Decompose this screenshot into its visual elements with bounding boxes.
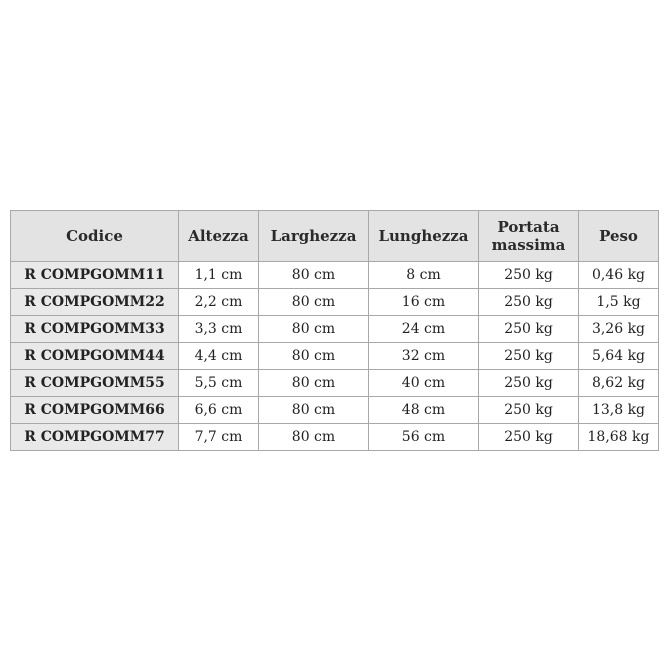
cell-altezza: 5,5 cm (179, 370, 259, 397)
table-row (11, 262, 659, 289)
cell-portata: 250 kg (479, 397, 579, 424)
table-row (11, 343, 659, 370)
table-header-row (11, 211, 659, 262)
cell-larghezza: 80 cm (259, 262, 369, 289)
header-codice: Codice (11, 211, 179, 262)
cell-larghezza: 80 cm (259, 343, 369, 370)
cell-peso: 5,64 kg (579, 343, 659, 370)
header-peso: Peso (579, 211, 659, 262)
cell-lunghezza: 8 cm (369, 262, 479, 289)
cell-altezza: 1,1 cm (179, 262, 259, 289)
cell-codice: R COMPGOMM22 (11, 289, 179, 316)
cell-peso: 13,8 kg (579, 397, 659, 424)
cell-codice: R COMPGOMM33 (11, 316, 179, 343)
cell-larghezza: 80 cm (259, 370, 369, 397)
cell-larghezza: 80 cm (259, 397, 369, 424)
cell-peso: 0,46 kg (579, 262, 659, 289)
header-larghezza: Larghezza (259, 211, 369, 262)
table-row (11, 397, 659, 424)
cell-codice: R COMPGOMM11 (11, 262, 179, 289)
cell-codice: R COMPGOMM55 (11, 370, 179, 397)
table-row (11, 370, 659, 397)
table-row (11, 289, 659, 316)
cell-lunghezza: 40 cm (369, 370, 479, 397)
cell-portata: 250 kg (479, 289, 579, 316)
cell-altezza: 3,3 cm (179, 316, 259, 343)
cell-codice: R COMPGOMM66 (11, 397, 179, 424)
cell-larghezza: 80 cm (259, 316, 369, 343)
cell-lunghezza: 16 cm (369, 289, 479, 316)
header-altezza: Altezza (179, 211, 259, 262)
cell-peso: 8,62 kg (579, 370, 659, 397)
table-row (11, 424, 659, 451)
cell-portata: 250 kg (479, 262, 579, 289)
header-portata-massima: Portata massima (479, 211, 579, 262)
cell-altezza: 7,7 cm (179, 424, 259, 451)
cell-peso: 1,5 kg (579, 289, 659, 316)
cell-lunghezza: 32 cm (369, 343, 479, 370)
cell-portata: 250 kg (479, 316, 579, 343)
cell-larghezza: 80 cm (259, 424, 369, 451)
cell-lunghezza: 56 cm (369, 424, 479, 451)
cell-larghezza: 80 cm (259, 289, 369, 316)
header-lunghezza: Lunghezza (369, 211, 479, 262)
table-row (11, 316, 659, 343)
cell-portata: 250 kg (479, 343, 579, 370)
cell-peso: 3,26 kg (579, 316, 659, 343)
cell-altezza: 4,4 cm (179, 343, 259, 370)
cell-peso: 18,68 kg (579, 424, 659, 451)
cell-lunghezza: 48 cm (369, 397, 479, 424)
cell-lunghezza: 24 cm (369, 316, 479, 343)
cell-portata: 250 kg (479, 370, 579, 397)
cell-altezza: 6,6 cm (179, 397, 259, 424)
cell-codice: R COMPGOMM77 (11, 424, 179, 451)
product-spec-table (10, 210, 659, 451)
cell-portata: 250 kg (479, 424, 579, 451)
cell-codice: R COMPGOMM44 (11, 343, 179, 370)
cell-altezza: 2,2 cm (179, 289, 259, 316)
